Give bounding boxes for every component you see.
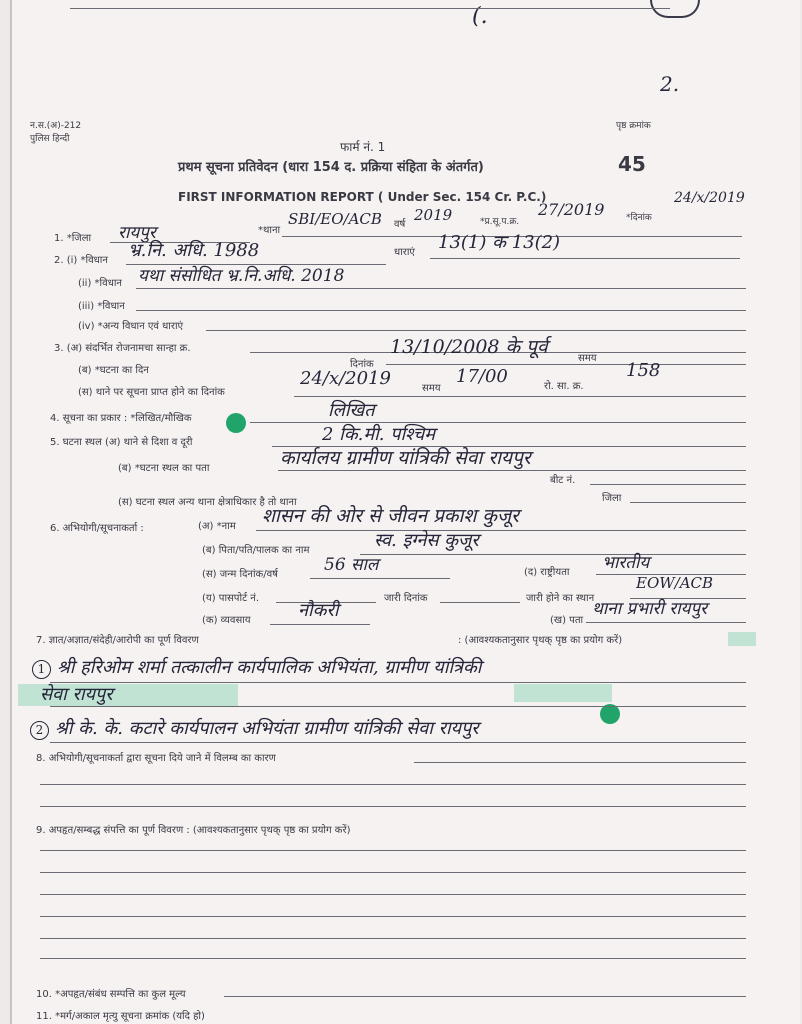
- year-label: वर्ष: [394, 219, 406, 230]
- father-value: स्व. इग्नेस कुजूर: [374, 530, 479, 551]
- ruled-line: [50, 742, 746, 743]
- fir-number: 27/2019: [538, 200, 605, 219]
- ruled-line: [294, 396, 746, 397]
- recv-time-value: 17/00: [456, 366, 508, 387]
- name-label: (अ) *नाम: [198, 521, 236, 532]
- ruled-line: [40, 850, 746, 851]
- address-value: कार्यालय ग्रामीण यांत्रिकी सेवा रायपुर: [280, 447, 531, 469]
- ruled-line: [40, 938, 746, 939]
- ruled-line: [40, 806, 746, 807]
- item-number-2: 2: [30, 721, 49, 740]
- page-number: 45: [618, 152, 646, 176]
- act1-label: 2. (i) *विधान: [54, 255, 108, 266]
- ruled-line: [70, 8, 670, 9]
- ruled-line: [40, 916, 746, 917]
- property-label: 9. अपहृत/सम्बद्ध संपत्ति का पूर्ण विवरण : (आवश्यकतानुसार पृथक् पृष्ठ का प्रयोग करें): [36, 825, 351, 836]
- fir-label: *प्र.सू.प.क्र.: [480, 217, 520, 227]
- age-value: 56 साल: [324, 555, 379, 575]
- ruled-line: [586, 622, 746, 623]
- accused-item-2: [30, 716, 479, 740]
- ruled-line: [430, 258, 740, 259]
- value-label: 10. *अपहृत/संबंध सम्पत्ति का कुल मूल्य: [36, 989, 186, 1000]
- circled-number-mark: [650, 0, 700, 18]
- ruled-line: [136, 310, 746, 311]
- act1-value: भ्र.नि. अधि. 1988: [128, 240, 260, 261]
- recv-label: (स) थाने पर सूचना प्राप्त होने का दिनांक: [78, 387, 225, 398]
- occ-date-label: दिनांक: [350, 359, 374, 370]
- ruled-line: [40, 872, 746, 873]
- other-ps-label: (स) घटना स्थल अन्य थाना क्षेत्राधिकार है तो थाना: [118, 497, 297, 508]
- occupation-label: (क) व्यवसाय: [202, 615, 251, 626]
- accused-item-2-line-1: श्री के. के. कटारे कार्यपालन अभियंता ग्रामीण यांत्रिकी सेवा रायपुर: [55, 718, 479, 739]
- issue-place-label: जारी होने का स्थान: [526, 593, 595, 604]
- accused-item-1-line-1: श्री हरिओम शर्मा तत्कालीन कार्यपालिक अभियंता, ग्रामीण यांत्रिकी: [57, 657, 482, 678]
- ruled-line: [40, 784, 746, 785]
- accused-item-1: [32, 655, 481, 679]
- ruled-line: [278, 470, 746, 471]
- ruled-line: [206, 330, 746, 331]
- address-label: (ब) *घटना स्थल का पता: [118, 463, 210, 474]
- addr2-label: (ख) पता: [550, 615, 584, 626]
- english-title: FIRST INFORMATION REPORT ( Under Sec. 154 Cr. P.C.): [178, 190, 547, 204]
- highlight-mark: [728, 632, 756, 646]
- rs-value: 158: [626, 360, 661, 381]
- handwritten-mark-c: (.: [472, 4, 488, 29]
- recv-time-label: समय: [422, 383, 441, 394]
- accused-note: : (आवश्यकतानुसार पृथक् पृष्ठ का प्रयोग करें): [458, 635, 623, 646]
- father-label: (ब) पिता/पति/पालक का नाम: [202, 545, 310, 556]
- ruled-line: [136, 288, 746, 289]
- place-label: 5. घटना स्थल (अ) थाने से दिशा व दूरी: [50, 437, 193, 448]
- issue-date-label: जारी दिनांक: [384, 593, 428, 604]
- recv-date-value: 24/x/2019: [300, 368, 391, 389]
- issue-place-value: EOW/ACB: [636, 574, 714, 592]
- info-type-label: 4. सूचना का प्रकार : *लिखित/मौखिक: [50, 413, 192, 424]
- occupation-value: नौकरी: [298, 600, 339, 621]
- police-hindi-label: पुलिस हिन्दी: [30, 134, 70, 144]
- district-value: रायपुर: [118, 223, 156, 243]
- district2-label: जिला: [602, 493, 622, 504]
- ruled-line: [440, 602, 520, 603]
- form-number: फार्म नं. 1: [340, 140, 386, 154]
- ruled-line: [40, 894, 746, 895]
- passport-label: (य) पासपोर्ट नं.: [202, 593, 260, 604]
- annotation-dot: [226, 413, 246, 433]
- year-value: 2019: [414, 206, 453, 224]
- ruled-line: [630, 502, 746, 503]
- occ-date-value: 13/10/2008 के पूर्व: [390, 336, 548, 358]
- ruled-line: [50, 682, 746, 683]
- ruled-line: [270, 624, 370, 625]
- rs-label: रो. सा. क्र.: [544, 381, 584, 392]
- act3-label: (iii) *विधान: [78, 301, 125, 312]
- item-number-1: 1: [32, 660, 51, 679]
- page-label: पृष्ठ क्रमांक: [616, 121, 651, 131]
- name-value: शासन की ओर से जीवन प्रकाश कुजूर: [262, 505, 519, 527]
- highlight-band: [514, 684, 612, 702]
- ruled-line: [414, 762, 746, 763]
- sections-label: धाराएं: [394, 247, 415, 258]
- handwritten-mark-2: 2.: [660, 72, 680, 96]
- hindi-title: प्रथम सूचना प्रतिवेदन (धारा 154 द. प्रक्रिया संहिता के अंतर्गत): [178, 160, 484, 175]
- ruled-line: [590, 484, 746, 485]
- act2-value: यथा संसोधित भ्र.नि.अधि. 2018: [138, 266, 345, 286]
- nationality-value: भारतीय: [602, 553, 650, 573]
- delay-label: 8. अभियोगी/सूचनाकर्ता द्वारा सूचना दिये जाने में विलम्ब का कारण: [36, 753, 276, 764]
- ruled-line: [386, 364, 746, 365]
- time-label: समय: [578, 353, 597, 364]
- beat-label: बीट नं.: [550, 475, 576, 486]
- ruled-line: [50, 706, 746, 707]
- dob-label: (स) जन्म दिनांक/वर्ष: [202, 569, 278, 580]
- ruled-line: [310, 578, 450, 579]
- page-edge: [10, 0, 12, 1024]
- date-label: *दिनांक: [626, 213, 652, 223]
- death-label: 11. *मर्ग/अकाल मृत्यु सूचना क्रमांक (यदि हो): [36, 1011, 205, 1022]
- info-type-value: लिखित: [328, 400, 375, 421]
- sections1-value: 13(1) क 13(2): [438, 232, 561, 253]
- district-label: 1. *जिला: [54, 233, 92, 244]
- place-dir-value: 2 कि.मी. पश्चिम: [322, 424, 435, 445]
- occ-day-label: (ब) *घटना का दिन: [78, 365, 149, 376]
- form-code: न.स.(अ)-212: [30, 121, 82, 131]
- accused-label: 7. ज्ञात/अज्ञात/संदेही/आरोपी का पूर्ण विवरण: [36, 635, 199, 646]
- addr2-value: थाना प्रभारी रायपुर: [592, 599, 708, 619]
- date-value: 24/x/2019: [674, 190, 745, 206]
- station-label: *थाना: [258, 225, 281, 236]
- nationality-label: (द) राष्ट्रीयता: [524, 567, 570, 578]
- act4-label: (iv) *अन्य विधान एवं धाराएं: [78, 321, 184, 332]
- ruled-line: [40, 958, 746, 959]
- fir-document: [10, 0, 800, 1024]
- ruled-line: [256, 530, 746, 531]
- complainant-label: 6. अभियोगी/सूचनाकर्ता :: [50, 523, 144, 534]
- act2-label: (ii) *विधान: [78, 278, 122, 289]
- annotation-dot: [600, 704, 620, 724]
- gd-label: 3. (अ) संदर्भित रोजनामचा सान्हा क्र.: [54, 343, 191, 354]
- ruled-line: [224, 996, 746, 997]
- station-value: SBI/EO/ACB: [288, 210, 382, 228]
- accused-item-1-line-2: सेवा रायपुर: [40, 684, 113, 705]
- ruled-line: [360, 554, 746, 555]
